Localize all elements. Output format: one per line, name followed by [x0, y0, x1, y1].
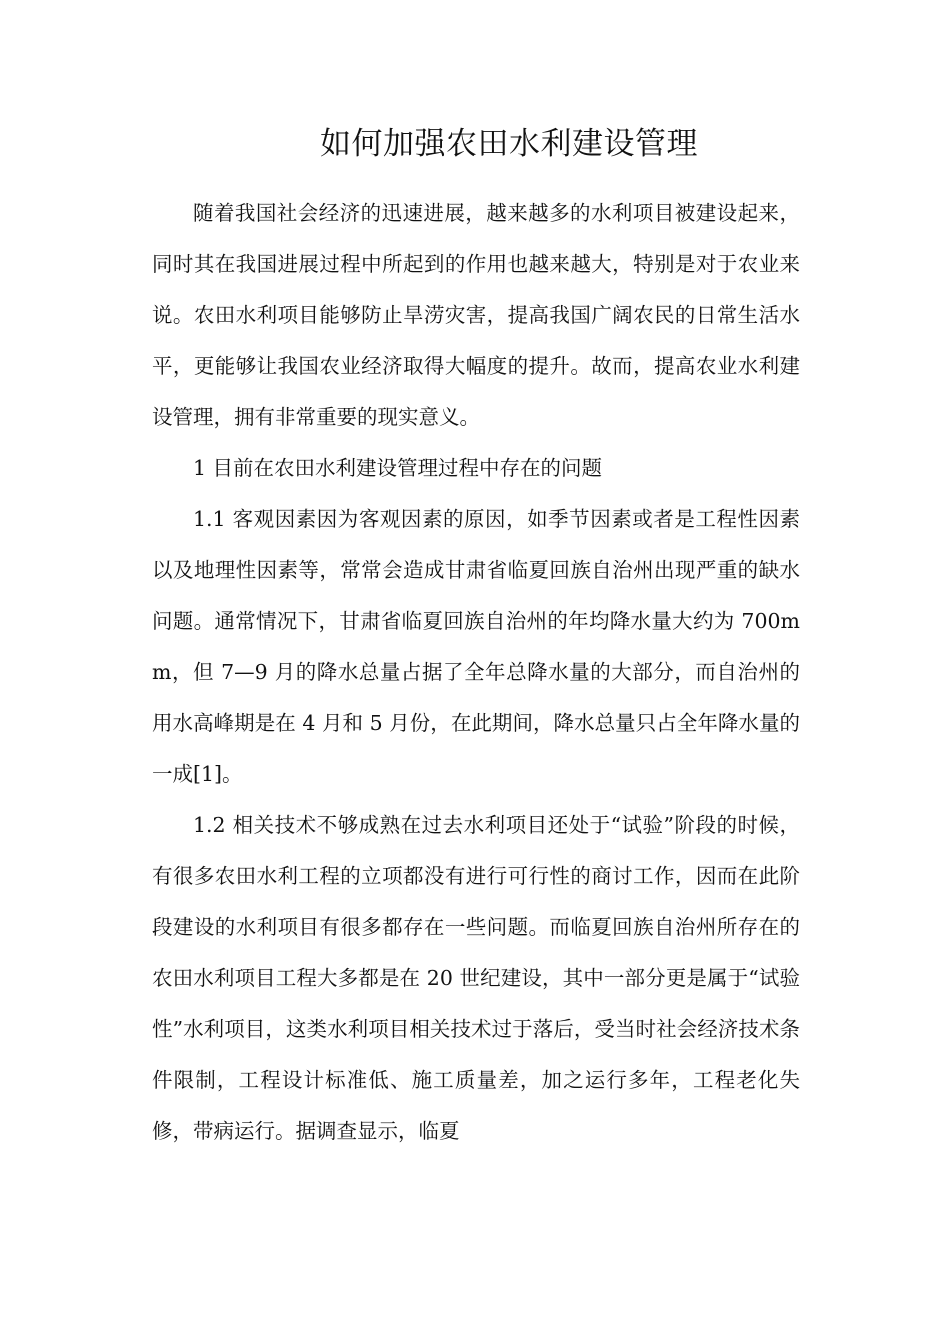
document-body	[152, 188, 800, 1157]
paragraph-1-1: 1.1 客观因素因为客观因素的原因，如季节因素或者是工程性因素以及地理性因素等，常常会造成甘肃省临夏回族自治州出现严重的缺水问题。通常情况下，甘肃省临夏回族自治州的年均降水量大约为 700mm，但 7—9 月的降水总量占据了全年总降水量的大部分，而自治州的用水高峰期是在 4 月和 5 月份，在此期间，降水总量只占全年降水量的一成[1]。	[152, 507, 800, 786]
document-title: 如何加强农田水利建设管理	[320, 126, 698, 162]
section-heading-1: 1 目前在农田水利建设管理过程中存在的问题	[193, 456, 603, 480]
paragraph-intro: 随着我国社会经济的迅速进展，越来越多的水利项目被建设起来，同时其在我国进展过程中所起到的作用也越来越大，特别是对于农业来说。农田水利项目能够防止旱涝灾害，提高我国广阔农民的日常生活水平，更能够让我国农业经济取得大幅度的提升。故而，提高农业水利建设管理，拥有非常重要的现实意义。	[152, 201, 800, 429]
paragraph-1-2: 1.2 相关技术不够成熟在过去水利项目还处于“试验”阶段的时候，有很多农田水利工程的立项都没有进行可行性的商讨工作，因而在此阶段建设的水利项目有很多都存在一些问题。而临夏回族自治州所存在的农田水利项目工程大多都是在 20 世纪建设，其中一部分更是属于“试验性”水利项目，这类水利项目相关技术过于落后，受当时社会经济技术条件限制，工程设计标准低、施工质量差，加之运行多年，工程老化失修，带病运行。据调查显示，临夏	[152, 813, 800, 1143]
